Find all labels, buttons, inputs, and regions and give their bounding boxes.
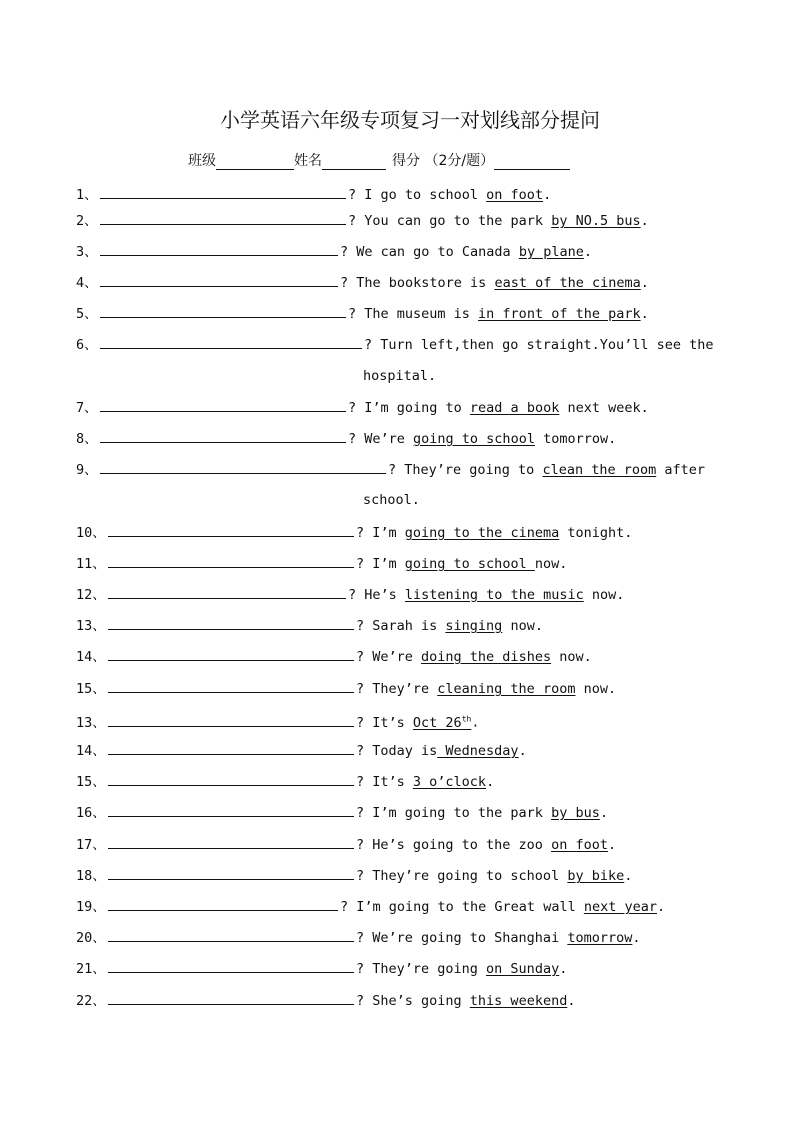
sentence-continuation: school.: [363, 492, 420, 508]
answer-blank[interactable]: [108, 896, 338, 911]
question-number: 10、: [76, 525, 106, 541]
sentence-text: ? They’re going: [356, 961, 487, 977]
question-number: 21、: [76, 961, 106, 977]
question-number: 11、: [76, 556, 106, 572]
question-item: [76, 678, 616, 699]
sentence-text: ? I’m going to the park: [356, 805, 552, 821]
underlined-part: next year: [583, 899, 657, 915]
question-number: 6、: [76, 337, 98, 353]
answer-blank[interactable]: [100, 397, 346, 412]
question-number: 16、: [76, 805, 106, 821]
sentence-ending: tomorrow.: [534, 431, 617, 447]
question-item: [76, 802, 608, 823]
question-item: [76, 334, 714, 355]
underlined-part: by plane: [518, 244, 584, 260]
sentence-ending: .: [567, 993, 576, 1009]
underlined-part: on Sunday: [486, 961, 560, 977]
question-item: [76, 990, 575, 1011]
sentence-ending: .: [518, 743, 527, 759]
question-number: 2、: [76, 213, 98, 229]
question-number: 4、: [76, 275, 98, 291]
sentence-text: ? She’s going: [356, 993, 470, 1009]
sentence-ending: .: [640, 213, 649, 229]
question-item: [76, 771, 494, 792]
underlined-part: tomorrow: [567, 930, 633, 946]
question-number: 15、: [76, 681, 106, 697]
answer-blank[interactable]: [108, 646, 354, 661]
score-note: （2分/题）: [424, 153, 495, 169]
underlined-part: by bike: [567, 868, 625, 884]
sentence-ending: now.: [583, 587, 625, 603]
answer-blank[interactable]: [108, 522, 354, 537]
question-number: 14、: [76, 649, 106, 665]
answer-blank[interactable]: [108, 802, 354, 817]
sentence-ending: after: [656, 462, 706, 478]
answer-blank[interactable]: [100, 428, 346, 443]
underlined-part: in front of the park: [478, 306, 641, 322]
sentence-ending: .: [599, 805, 608, 821]
underlined-part: clean the room: [542, 462, 657, 478]
sentence-text: ? They’re going to: [388, 462, 543, 478]
sentence-text: ? He’s: [348, 587, 405, 603]
question-number: 5、: [76, 306, 98, 322]
answer-blank[interactable]: [108, 615, 354, 630]
question-item: [76, 272, 649, 293]
question-item: [76, 740, 527, 761]
answer-blank[interactable]: [108, 678, 354, 693]
answer-blank[interactable]: [100, 184, 346, 199]
question-item: [76, 522, 632, 543]
answer-blank[interactable]: [108, 584, 346, 599]
score-blank[interactable]: [494, 155, 570, 170]
answer-blank[interactable]: [108, 834, 354, 849]
sentence-text: ? I go to school: [348, 187, 487, 203]
question-item: [76, 397, 649, 418]
sentence-text: ? Sarah is: [356, 618, 446, 634]
sentence-ending: tonight.: [559, 525, 633, 541]
class-label: 班级: [188, 153, 216, 169]
question-number: 13、: [76, 714, 106, 731]
question-item: [76, 646, 592, 667]
question-item: [76, 896, 665, 917]
question-number: 1、: [76, 187, 98, 203]
answer-blank[interactable]: [100, 241, 338, 256]
question-number: 13、: [76, 618, 106, 634]
question-item: [76, 303, 649, 324]
underlined-part: going to school: [413, 431, 535, 447]
question-item: [76, 584, 624, 605]
question-number: 8、: [76, 431, 98, 447]
underlined-part: read a book: [469, 400, 560, 416]
question-number: 20、: [76, 930, 106, 946]
sentence-ending: now.: [575, 681, 617, 697]
sentence-text: ? We’re going to Shanghai: [356, 930, 568, 946]
sentence-ending: .: [657, 899, 666, 915]
answer-blank[interactable]: [108, 771, 354, 786]
answer-blank[interactable]: [100, 334, 362, 349]
name-blank[interactable]: [322, 155, 386, 170]
underlined-part: by bus: [551, 805, 600, 821]
question-number: 7、: [76, 400, 98, 416]
answer-blank[interactable]: [100, 272, 338, 287]
sentence-text: ? He’s going to the zoo: [356, 837, 552, 853]
sentence-ending: .: [583, 244, 592, 260]
sentence-text: ? I’m going to: [348, 400, 470, 416]
sentence-ending: .: [640, 306, 649, 322]
underlined-part: 3 o’clock: [412, 774, 487, 790]
question-number: 18、: [76, 868, 106, 884]
answer-blank[interactable]: [100, 459, 386, 474]
sentence-ending: now.: [502, 618, 543, 634]
answer-blank[interactable]: [100, 210, 346, 225]
answer-blank[interactable]: [108, 927, 354, 942]
sentence-ending: now.: [551, 649, 592, 665]
score-label: 得分: [392, 153, 420, 169]
sentence-ending: .: [486, 774, 495, 790]
underlined-part: east of the cinema: [494, 275, 641, 291]
question-item: [76, 958, 567, 979]
sentence-text: ? I’m: [356, 525, 405, 541]
answer-blank[interactable]: [108, 712, 354, 727]
question-item: [76, 428, 616, 449]
underlined-part: singing: [445, 618, 503, 634]
sentence-ending: .: [640, 275, 649, 291]
underlined-part: going to school: [404, 556, 535, 572]
question-number: 19、: [76, 899, 106, 915]
sentence-ending: next week.: [559, 400, 649, 416]
sentence-text: ? I’m: [356, 556, 405, 572]
answer-blank[interactable]: [108, 553, 354, 568]
underlined-part: cleaning the room: [437, 681, 576, 697]
sentence-text: ? It’s: [356, 714, 413, 731]
underlined-part: Oct 26th: [412, 714, 472, 731]
superscript: th: [461, 714, 472, 723]
question-item: [76, 927, 641, 948]
underlined-part: this weekend: [469, 993, 568, 1009]
sentence-ending: now.: [534, 556, 568, 572]
sentence-text: ? It’s: [356, 774, 413, 790]
answer-blank[interactable]: [100, 303, 346, 318]
sentence-text: ? You can go to the park: [348, 213, 552, 229]
question-number: 12、: [76, 587, 106, 603]
sentence-ending: .: [559, 961, 568, 977]
sentence-text: ? Turn left,then go straight.You’ll see the: [364, 337, 714, 353]
underlined-part: going to the cinema: [404, 525, 560, 541]
sentence-ending: .: [607, 837, 617, 853]
question-item: [76, 184, 551, 205]
question-number: 3、: [76, 244, 98, 260]
question-item: [76, 459, 705, 480]
sentence-continuation: hospital.: [363, 368, 437, 384]
sentence-ending: .: [632, 930, 641, 946]
page-title: 小学英语六年级专项复习一对划线部分提问: [220, 108, 600, 132]
question-number: 22、: [76, 993, 106, 1009]
underlined-part: on foot: [551, 837, 608, 853]
sentence-text: ? The museum is: [348, 306, 479, 322]
header-fields: [188, 150, 570, 170]
sentence-text: ? We’re: [356, 649, 422, 665]
class-blank[interactable]: [216, 155, 294, 170]
answer-blank[interactable]: [108, 990, 354, 1005]
sentence-ending: .: [543, 187, 552, 203]
sentence-text: ? They’re: [356, 681, 438, 697]
question-item: [76, 834, 616, 855]
sentence-ending: .: [471, 714, 480, 731]
underlined-part: by NO.5 bus: [551, 213, 641, 229]
underlined-part: on foot: [486, 187, 544, 203]
sentence-text: ? Today is: [356, 743, 438, 759]
underlined-part: Wednesday: [437, 743, 519, 759]
sentence-text: ? We can go to Canada: [340, 244, 519, 260]
name-label: 姓名: [294, 153, 322, 169]
answer-blank[interactable]: [108, 865, 354, 880]
question-number: 14、: [76, 743, 106, 759]
question-item: [76, 210, 649, 231]
question-number: 17、: [76, 837, 106, 853]
sentence-text: ? I’m going to the Great wall: [340, 899, 584, 915]
sentence-ending: .: [624, 868, 633, 884]
underlined-part: doing the dishes: [421, 649, 552, 665]
question-number: 9、: [76, 462, 98, 478]
question-item: [76, 553, 567, 574]
question-item: [76, 865, 632, 886]
question-item: [76, 615, 543, 636]
underlined-part: listening to the music: [404, 587, 584, 603]
answer-blank[interactable]: [108, 740, 354, 755]
question-item: [76, 241, 592, 262]
answer-blank[interactable]: [108, 958, 354, 973]
question-item: [76, 709, 479, 733]
sentence-text: ? The bookstore is: [340, 275, 495, 291]
question-number: 15、: [76, 774, 106, 790]
sentence-text: ? We’re: [348, 431, 414, 447]
sentence-text: ? They’re going to school: [356, 868, 568, 884]
